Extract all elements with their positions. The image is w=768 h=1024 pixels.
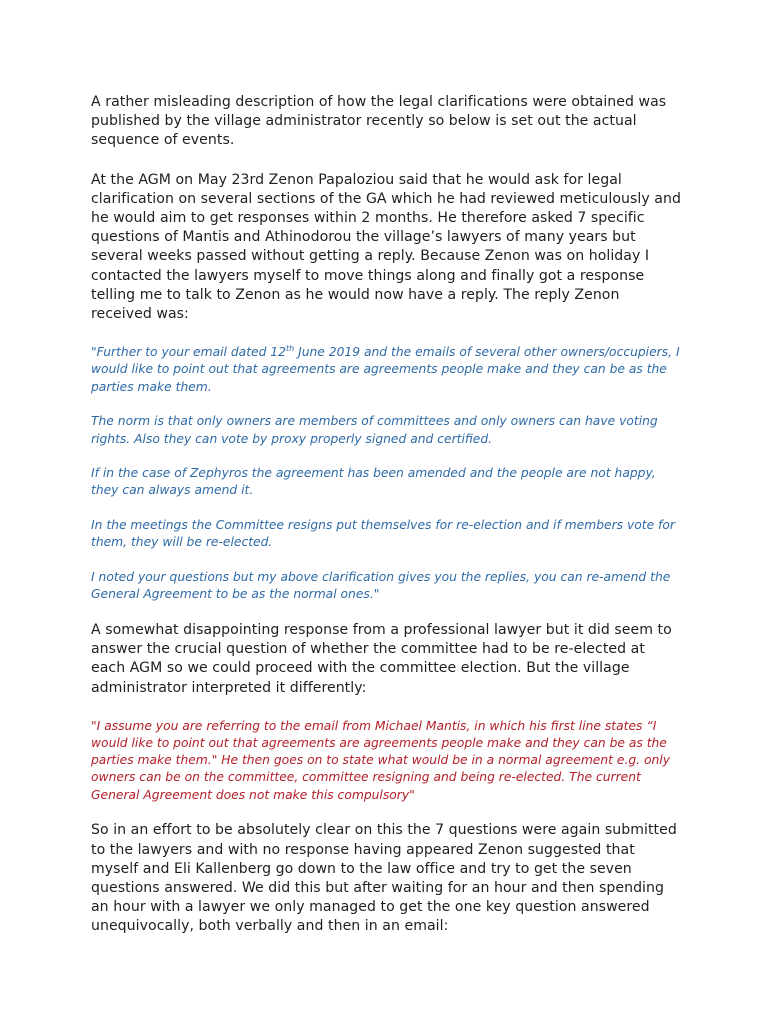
lawyer-quote-paragraph-3: If in the case of Zephyros the agreement has been amended and the people are not happy, they can always amend it.	[91, 466, 656, 498]
agm-paragraph: At the AGM on May 23rd Zenon Papaloziou said that he would ask for legal clarification on several sections of the GA which he had reviewed meticulously and he would aim to get responses within 2 months. He therefore asked 7 specific questions of Mantis and Athinodorou the village’s lawyers of many years but several weeks passed without getting a reply. Because Zenon was on holiday I contacted the lawyers myself to move things along and finally got a response telling me to talk to Zenon as he would now have a reply. The reply Zenon received was:	[91, 171, 681, 323]
lawyer-quote-paragraph-5: I noted your questions but my above clarification gives you the replies, you can re-amend the General Agreement to be as the normal ones."	[91, 570, 671, 602]
ordinal-superscript: th	[285, 344, 295, 354]
lawyer-quote	[91, 344, 681, 603]
lawyer-quote-paragraph-2: The norm is that only owners are members of committees and only owners can have voting rights. Also they can vote by proxy properly signed and certified.	[91, 414, 658, 446]
document-page	[91, 93, 681, 957]
lawyer-quote-paragraph-1	[91, 344, 681, 396]
lawyer-quote-p1-end: June 2019 and the emails of several other owners/occupiers, I would like to point out that agreements are agreements people make and they can be as the parties make them.	[91, 345, 680, 394]
administrator-quote: "I assume you are referring to the email from Michael Mantis, in which his first line states “I would like to point out that agreements are agreements people make and they can be as the parties make them." He then goes on to state what would be in a normal agreement e.g. only owners can be on the committee, committee resigning and being re-elected. The current General Agreement does not make this compulsory"	[91, 718, 670, 802]
intro-paragraph: A rather misleading description of how the legal clarifications were obtained was published by the village administrator recently so below is set out the actual sequence of events.	[91, 94, 667, 149]
response-paragraph: A somewhat disappointing response from a professional lawyer but it did seem to answer the crucial question of whether the committee had to be re-elected at each AGM so we could proceed with the committee election. But the village administrator interpreted it differently:	[91, 621, 672, 696]
final-paragraph: So in an effort to be absolutely clear on this the 7 questions were again submitted to the lawyers and with no response having appeared Zenon suggested that myself and Eli Kallenberg go down to the law office and try to get the seven questions answered. We did this but after waiting for an hour and then spending an hour with a lawyer we only managed to get the one key question answered unequivocally, both verbally and then in an email:	[91, 822, 677, 935]
lawyer-quote-paragraph-4: In the meetings the Committee resigns put themselves for re-election and if members vote for them, they will be re-elected.	[91, 518, 675, 550]
lawyer-quote-p1-start: "Further to your email dated 12	[91, 345, 286, 360]
